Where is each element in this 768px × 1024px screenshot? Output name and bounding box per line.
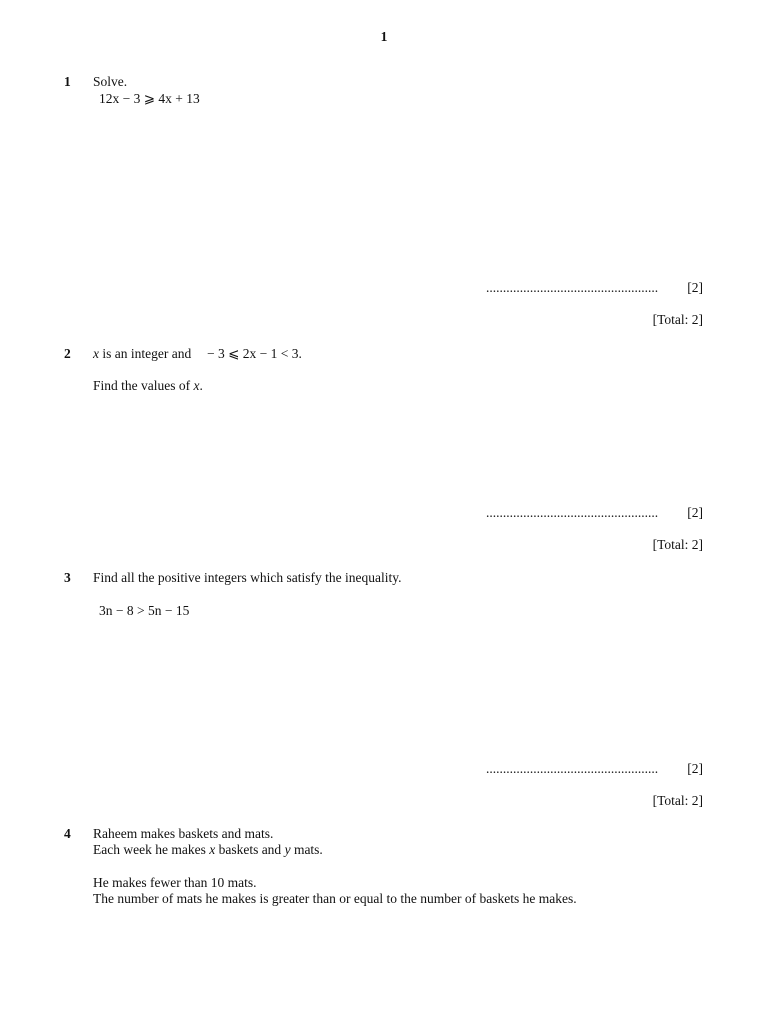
question-3-total: [Total: 2] (652, 793, 703, 808)
question-2-mark: [2] (687, 505, 703, 520)
question-1-prompt: Solve. (93, 74, 128, 89)
question-3-answer-line[interactable]: ................................................... (486, 761, 659, 776)
question-2-intro-text: is an integer and (99, 346, 192, 361)
question-3-prompt: Find all the positive integers which satisfy the inequality. (93, 570, 402, 585)
question-2-find-variable: x (193, 378, 200, 393)
question-4-line-2-a: Each week he makes (93, 842, 210, 857)
question-2-condition: − 3 ⩽ 2x − 1 < 3. (207, 346, 302, 361)
question-2-answer-line[interactable]: ................................................... (486, 505, 659, 520)
question-1-mark: [2] (687, 280, 703, 295)
question-4-line-2 (93, 842, 323, 858)
question-2-find (93, 378, 203, 394)
question-1-number: 1 (64, 74, 71, 89)
question-4-number: 4 (64, 826, 71, 841)
question-4-variable-y: y (284, 842, 291, 857)
question-2-total: [Total: 2] (652, 537, 703, 552)
question-1-expression: 12x − 3 ⩾ 4x + 13 (99, 91, 200, 106)
question-4-line-2-b: baskets and (215, 842, 285, 857)
question-4-line-2-c: mats. (290, 842, 323, 857)
question-4-line-4: The number of mats he makes is greater than or equal to the number of baskets he makes. (93, 891, 577, 906)
question-4-line-1: Raheem makes baskets and mats. (93, 826, 274, 841)
question-3-expression: 3n − 8 > 5n − 15 (99, 603, 190, 618)
question-1-answer-line[interactable]: ................................................... (486, 280, 659, 295)
question-2-variable: x (93, 346, 99, 361)
question-2-find-text: Find the values of (93, 378, 194, 393)
page-number: 1 (380, 29, 388, 44)
question-4-line-3: He makes fewer than 10 mats. (93, 875, 257, 890)
question-1-total: [Total: 2] (652, 312, 703, 327)
question-2-intro (93, 346, 191, 362)
question-2-find-end: . (199, 378, 203, 393)
question-4-variable-x: x (209, 842, 216, 857)
question-2-number: 2 (64, 346, 71, 361)
question-3-number: 3 (64, 570, 71, 585)
question-3-mark: [2] (687, 761, 703, 776)
